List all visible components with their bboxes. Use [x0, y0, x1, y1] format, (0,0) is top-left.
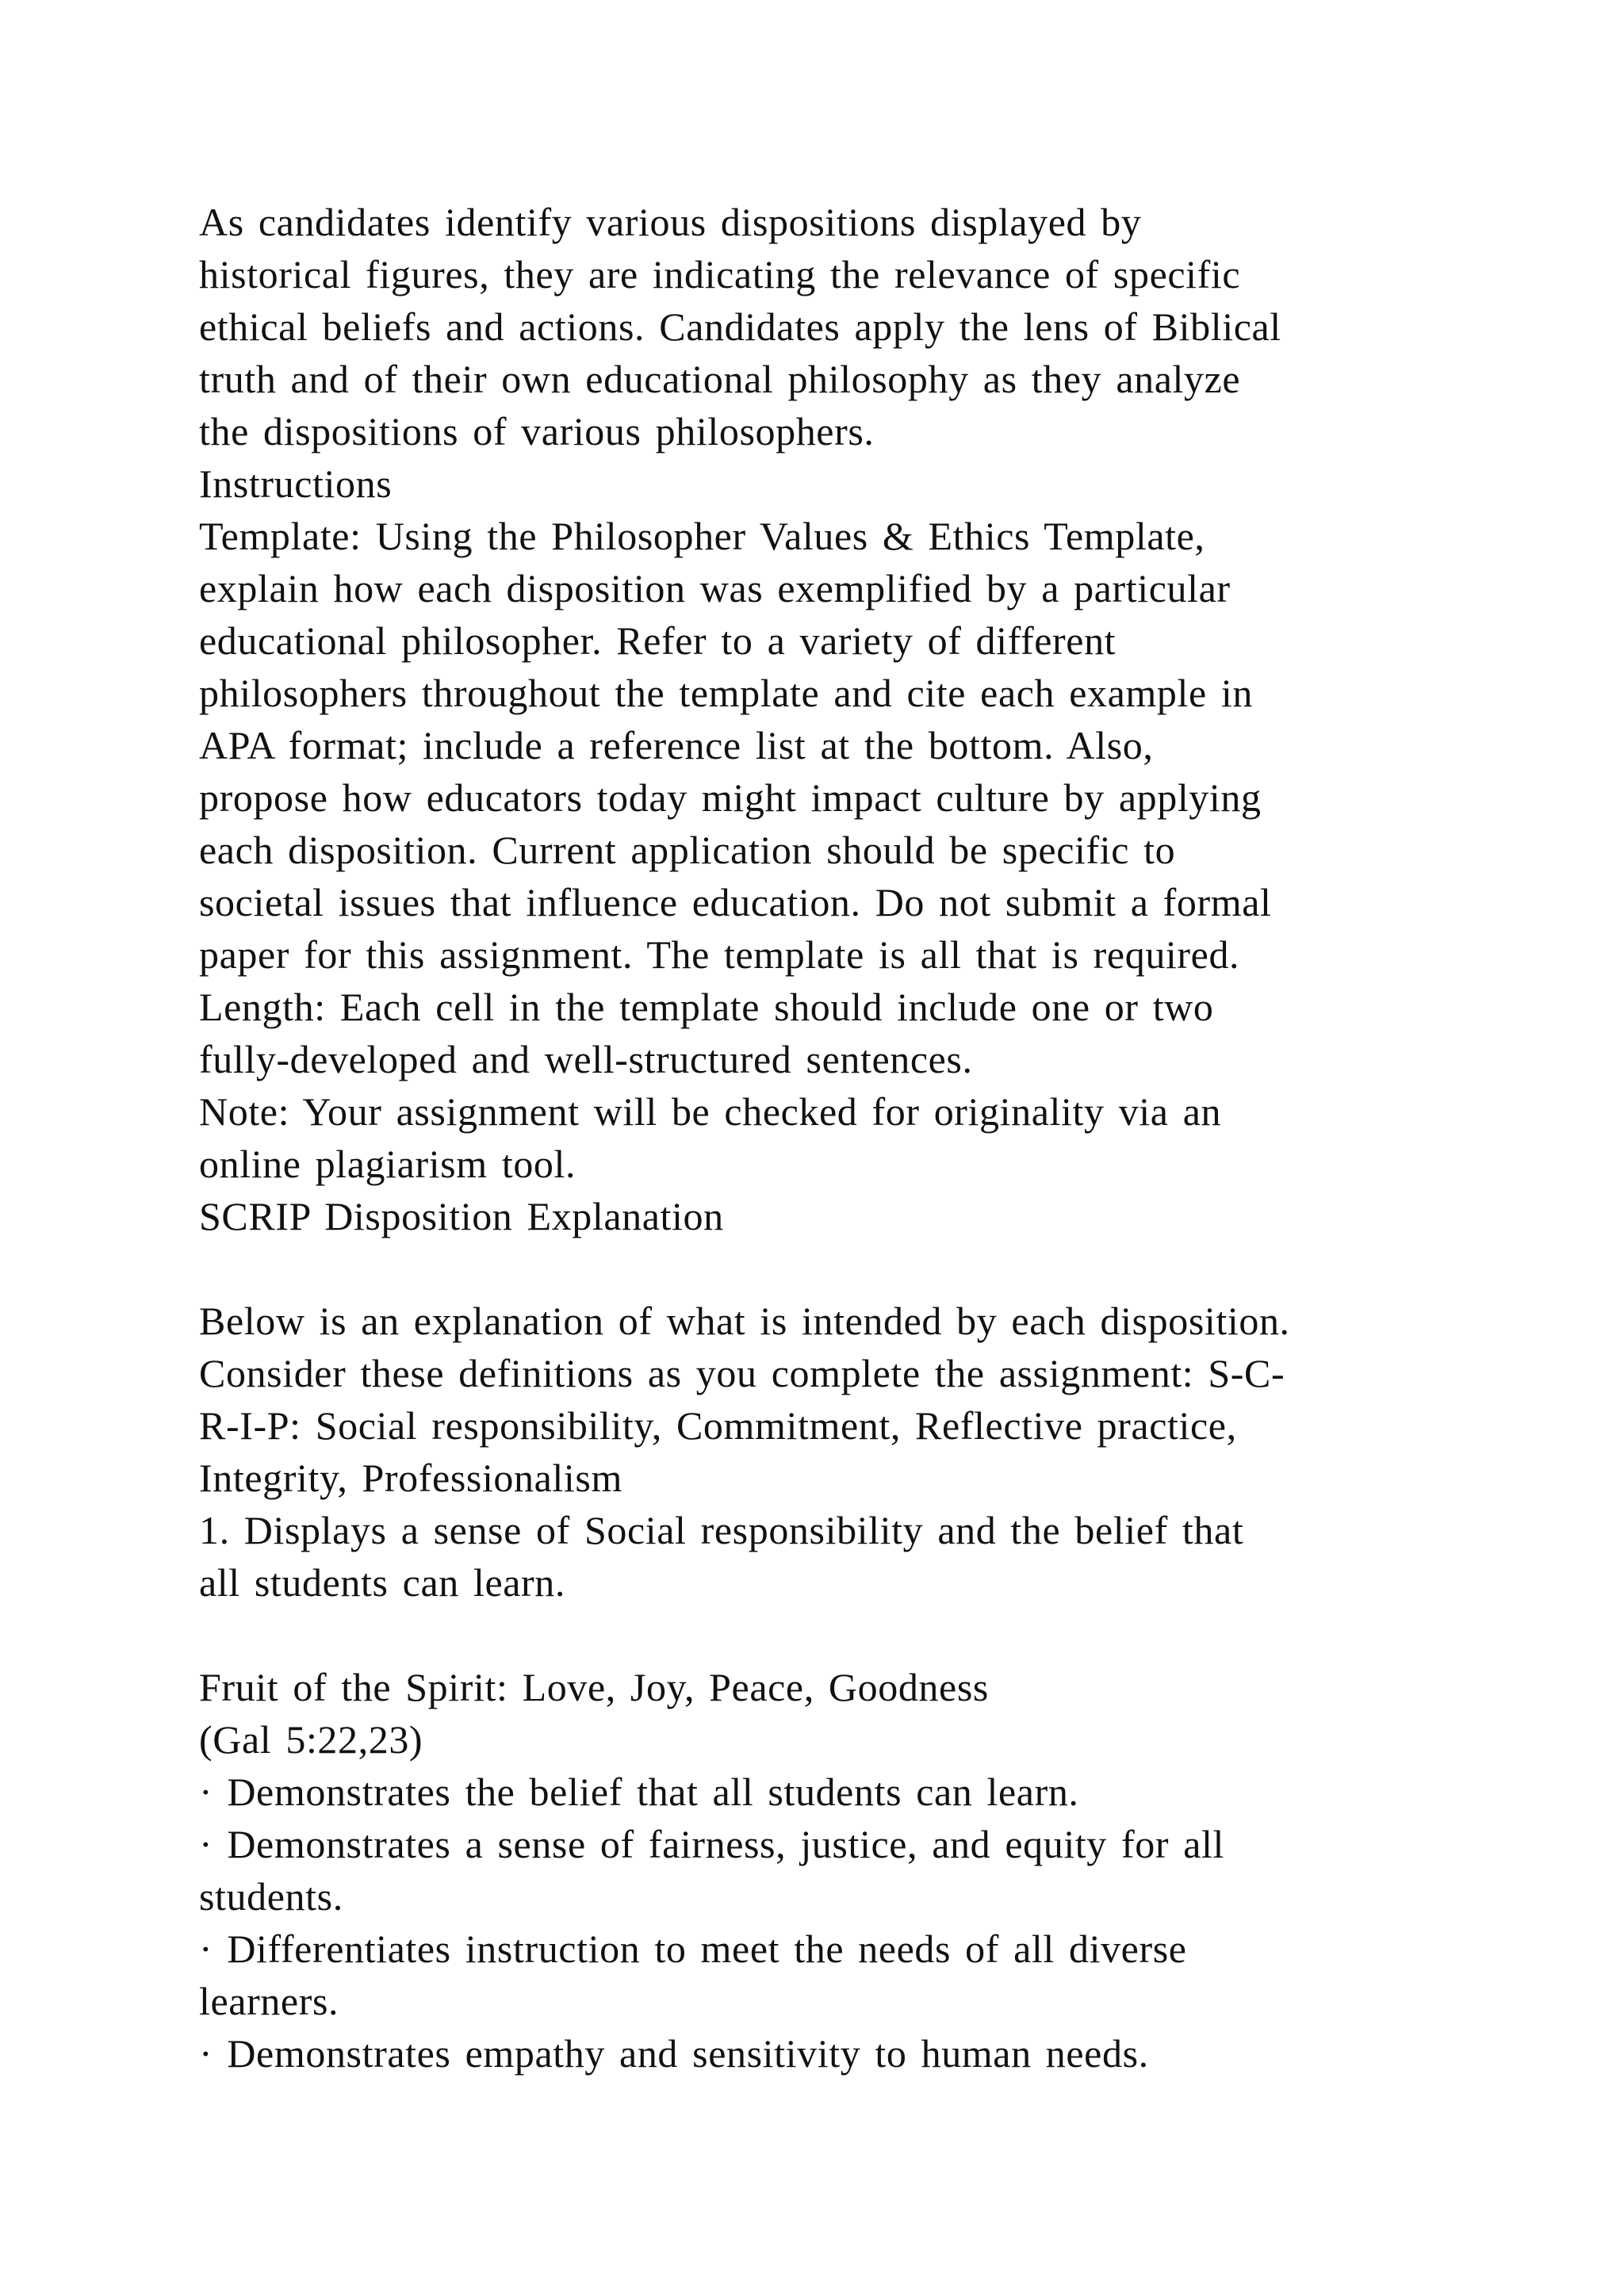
- text-line: online plagiarism tool.: [199, 1142, 576, 1186]
- text-line: students.: [199, 1874, 343, 1919]
- text-line: educational philosopher. Refer to a variety of different: [199, 618, 1116, 663]
- text-line: ethical beliefs and actions. Candidates apply the lens of Biblical: [199, 304, 1281, 349]
- text-line: Fruit of the Spirit: Love, Joy, Peace, Goodness: [199, 1665, 989, 1709]
- text-line: Below is an explanation of what is intended by each disposition.: [199, 1299, 1290, 1343]
- text-line: Note: Your assignment will be checked for originality via an: [199, 1089, 1222, 1134]
- text-line: learners.: [199, 1979, 339, 2023]
- document-body: [199, 196, 1515, 2080]
- text-line: Consider these definitions as you complete the assignment: S-C-: [199, 1351, 1285, 1395]
- text-line: fully-developed and well-structured sentences.: [199, 1037, 973, 1081]
- text-line: historical figures, they are indicating the relevance of specific: [199, 252, 1241, 297]
- bullet-line: · Demonstrates empathy and sensitivity to human needs.: [199, 2031, 1149, 2076]
- section-heading-instructions: Instructions: [199, 461, 393, 506]
- text-line: APA format; include a reference list at the bottom. Also,: [199, 723, 1154, 767]
- text-line: paper for this assignment. The template is all that is required.: [199, 932, 1240, 977]
- section-heading-scrip: SCRIP Disposition Explanation: [199, 1194, 724, 1238]
- text-line: R-I-P: Social responsibility, Commitment, Reflective practice,: [199, 1403, 1237, 1448]
- blank-line: [199, 1609, 1515, 1661]
- text-line: Integrity, Professionalism: [199, 1456, 622, 1500]
- text-line: explain how each disposition was exemplified by a particular: [199, 566, 1231, 610]
- text-line: all students can learn.: [199, 1560, 565, 1605]
- text-line: philosophers throughout the template and cite each example in: [199, 671, 1253, 715]
- bullet-line: · Differentiates instruction to meet the needs of all diverse: [199, 1927, 1187, 1971]
- text-line: propose how educators today might impact culture by applying: [199, 775, 1262, 820]
- text-line: Template: Using the Philosopher Values & Ethics Template,: [199, 514, 1205, 558]
- bullet-line: · Demonstrates the belief that all students can learn.: [199, 1770, 1079, 1814]
- text-line: truth and of their own educational philosophy as they analyze: [199, 357, 1241, 401]
- text-line: the dispositions of various philosophers.: [199, 409, 875, 453]
- text-line: societal issues that influence education. Do not submit a formal: [199, 880, 1272, 924]
- text-line: each disposition. Current application should be specific to: [199, 828, 1176, 872]
- text-line: (Gal 5:22,23): [199, 1717, 423, 1762]
- blank-line: [199, 1242, 1515, 1295]
- text-line: Length: Each cell in the template should include one or two: [199, 985, 1214, 1029]
- text-line: 1. Displays a sense of Social responsibility and the belief that: [199, 1508, 1244, 1552]
- bullet-line: · Demonstrates a sense of fairness, justice, and equity for all: [199, 1822, 1224, 1866]
- text-line: As candidates identify various dispositions displayed by: [199, 200, 1142, 244]
